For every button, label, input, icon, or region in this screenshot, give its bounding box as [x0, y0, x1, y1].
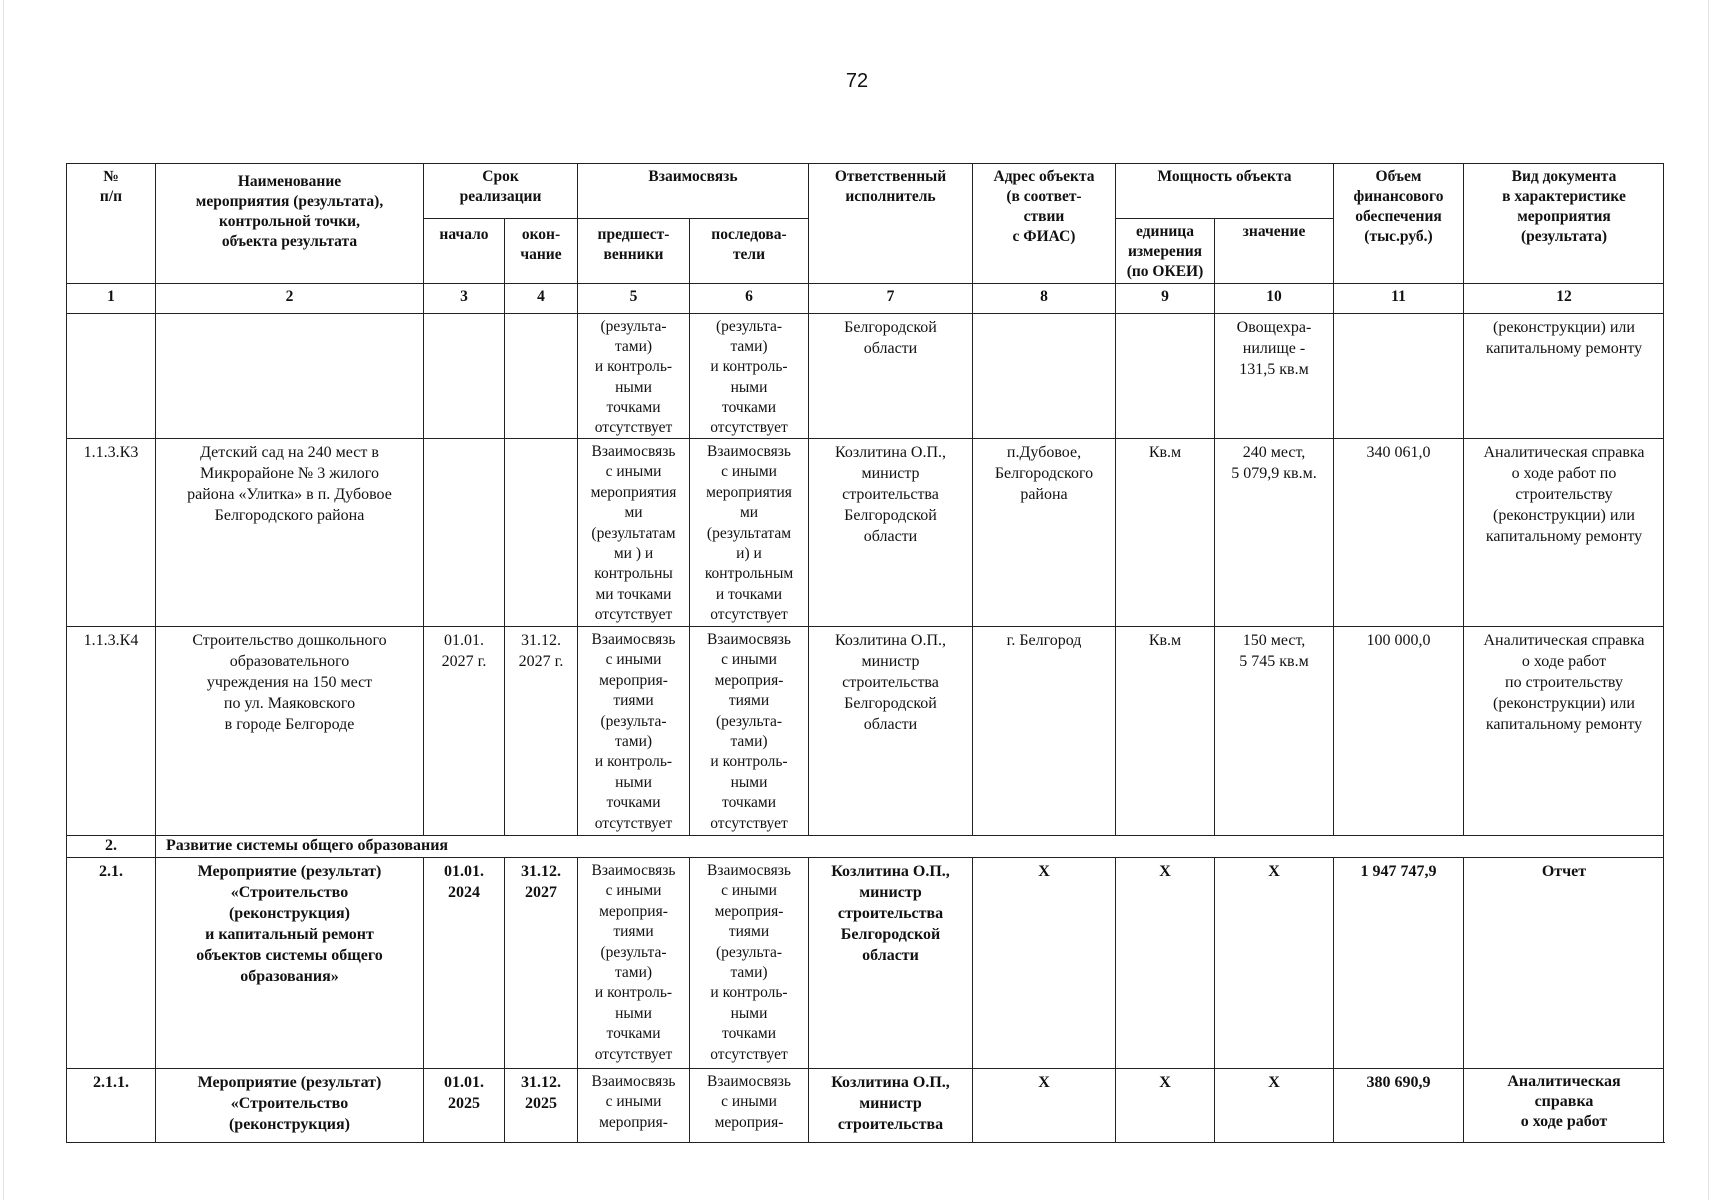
table-row-cell-succ: (результа- тами) и контроль- ными точками отсутствует [689, 313, 808, 438]
header-link: Взаимосвязь [577, 163, 808, 218]
table-row-cell-doc: Аналитическая справка о ходе работ по строительству (реконструкции) или капитальному ремонту [1463, 626, 1664, 835]
header-capacity: Мощность объекта [1115, 163, 1333, 218]
colnum-5: 5 [577, 283, 689, 313]
table-row-cell-end: 31.12. 2027 [504, 857, 577, 1068]
table-row-cell-pred: Взаимосвязь с иными мероприятия ми (результатам ми ) и контрольны ми точками отсутствует [577, 438, 689, 626]
table-row-cell-value: 150 мест, 5 745 кв.м [1214, 626, 1333, 835]
colnum-3: 3 [423, 283, 504, 313]
header-num: № п/п [66, 163, 155, 283]
header-name: Наименование мероприятия (результата), контрольной точки, объекта результата [155, 163, 423, 283]
colnum-6: 6 [689, 283, 808, 313]
table-row-cell-unit: X [1115, 1068, 1214, 1142]
colnum-1: 1 [66, 283, 155, 313]
header-unit: единица измерения (по ОКЕИ) [1115, 218, 1214, 283]
table-row-cell-num: 2.1. [66, 857, 155, 1068]
table-row-cell-num: 2.1.1. [66, 1068, 155, 1142]
table-row-cell-address: X [972, 1068, 1115, 1142]
table-row-cell-address: г. Белгород [972, 626, 1115, 835]
table-row-cell-pred: Взаимосвязь с иными мероприя- [577, 1068, 689, 1142]
header-address: Адрес объекта (в соответ- ствии с ФИАС) [972, 163, 1115, 283]
header-doc: Вид документа в характеристике мероприятия (результата) [1463, 163, 1664, 283]
colnum-10: 10 [1214, 283, 1333, 313]
table-row-cell-unit: X [1115, 857, 1214, 1068]
table-row-cell-unit [1115, 313, 1214, 438]
colnum-9: 9 [1115, 283, 1214, 313]
page-number: 72 [845, 70, 869, 92]
table-row-cell-value: X [1214, 1068, 1333, 1142]
table-row-cell-value: Овощехра- нилище - 131,5 кв.м [1214, 313, 1333, 438]
table-row-cell-name: Детский сад на 240 мест в Микрорайоне № 3 жилого района «Улитка» в п. Дубовое Белгородского района [155, 438, 423, 626]
table-row-cell-name: Мероприятие (результат) «Строительство (реконструкция) [155, 1068, 423, 1142]
table-row-cell-start [423, 313, 504, 438]
table-row-cell-num: 1.1.3.К4 [66, 626, 155, 835]
table-row-cell-succ: Взаимосвязь с иными мероприя- тиями (результа- тами) и контроль- ными точками отсутствует [689, 857, 808, 1068]
table-row-cell-end: 31.12. 2025 [504, 1068, 577, 1142]
table-row-cell-succ: Взаимосвязь с иными мероприя- тиями (результа- тами) и контроль- ными точками отсутствует [689, 626, 808, 835]
table-row-cell-responsible: Козлитина О.П., министр строительства [808, 1068, 972, 1142]
colnum-11: 11 [1333, 283, 1463, 313]
colnum-8: 8 [972, 283, 1115, 313]
table-row-cell-end [504, 438, 577, 626]
table-row-cell-doc: Аналитическая справка о ходе работ по строительству (реконструкции) или капитальному ремонту [1463, 438, 1664, 626]
table-row-cell-doc: Отчет [1463, 857, 1664, 1068]
table-row-cell-pred: Взаимосвязь с иными мероприя- тиями (результа- тами) и контроль- ными точками отсутствует [577, 857, 689, 1068]
table-row-cell-value: 240 мест, 5 079,9 кв.м. [1214, 438, 1333, 626]
table-row-cell-unit: Кв.м [1115, 626, 1214, 835]
colnum-7: 7 [808, 283, 972, 313]
table-row-cell-responsible: Козлитина О.П., министр строительства Белгородской области [808, 438, 972, 626]
table-row-cell-name: Мероприятие (результат) «Строительство (реконструкция) и капитальный ремонт объектов системы общего образования» [155, 857, 423, 1068]
table-row-cell-pred: Взаимосвязь с иными мероприя- тиями (результа- тами) и контроль- ными точками отсутствует [577, 626, 689, 835]
header-start: начало [423, 218, 504, 283]
table-row-cell-start: 01.01. 2027 г. [423, 626, 504, 835]
table-row-cell-responsible: Козлитина О.П., министр строительства Белгородской области [808, 626, 972, 835]
table-row-cell-address: п.Дубовое, Белгородского района [972, 438, 1115, 626]
section-num: 2. [66, 835, 155, 857]
table-row-cell-succ: Взаимосвязь с иными мероприя- [689, 1068, 808, 1142]
table-row-cell-finance: 380 690,9 [1333, 1068, 1463, 1142]
table-row-cell-responsible: Козлитина О.П., министр строительства Белгородской области [808, 857, 972, 1068]
colnum-4: 4 [504, 283, 577, 313]
table-row-cell-address [972, 313, 1115, 438]
table-row-cell-doc: Аналитическая справка о ходе работ [1463, 1068, 1664, 1142]
header-pred: предшест- венники [577, 218, 689, 283]
table-row-cell-finance: 1 947 747,9 [1333, 857, 1463, 1068]
table-row-cell-end: 31.12. 2027 г. [504, 626, 577, 835]
table-row-cell-unit: Кв.м [1115, 438, 1214, 626]
header-responsible: Ответственный исполнитель [808, 163, 972, 283]
table-row-cell-responsible: Белгородской области [808, 313, 972, 438]
header-term: Срок реализации [423, 163, 577, 218]
table-row-cell-start: 01.01. 2025 [423, 1068, 504, 1142]
table-row-cell-pred: (результа- тами) и контроль- ными точками отсутствует [577, 313, 689, 438]
table-row-cell-doc: (реконструкции) или капитальному ремонту [1463, 313, 1664, 438]
table-row-cell-finance: 340 061,0 [1333, 438, 1463, 626]
colnum-12: 12 [1463, 283, 1664, 313]
table-row-cell-num [66, 313, 155, 438]
table-row-cell-end [504, 313, 577, 438]
header-value: значение [1214, 218, 1333, 283]
table-row-cell-address: X [972, 857, 1115, 1068]
scan-edge-right [1708, 0, 1709, 1200]
table-row-cell-finance [1333, 313, 1463, 438]
table-row-cell-name: Строительство дошкольного образовательного учреждения на 150 мест по ул. Маяковского в городе Белгороде [155, 626, 423, 835]
section-title: Развитие системы общего образования [155, 835, 1664, 857]
table-row-cell-succ: Взаимосвязь с иными мероприятия ми (результатам и) и контрольным и точками отсутствует [689, 438, 808, 626]
table-row-cell-value: X [1214, 857, 1333, 1068]
table-border-bottom [66, 1142, 1665, 1143]
header-finance: Объем финансового обеспечения (тыс.руб.) [1333, 163, 1463, 283]
table-row-cell-num: 1.1.3.К3 [66, 438, 155, 626]
colnum-2: 2 [155, 283, 423, 313]
scan-edge-left [3, 0, 4, 1200]
table-row-cell-start [423, 438, 504, 626]
header-end: окон- чание [504, 218, 577, 283]
table-row-cell-start: 01.01. 2024 [423, 857, 504, 1068]
table-row-cell-finance: 100 000,0 [1333, 626, 1463, 835]
header-succ: последова- тели [689, 218, 808, 283]
table-border-right [1663, 163, 1664, 1143]
table-row-cell-name [155, 313, 423, 438]
